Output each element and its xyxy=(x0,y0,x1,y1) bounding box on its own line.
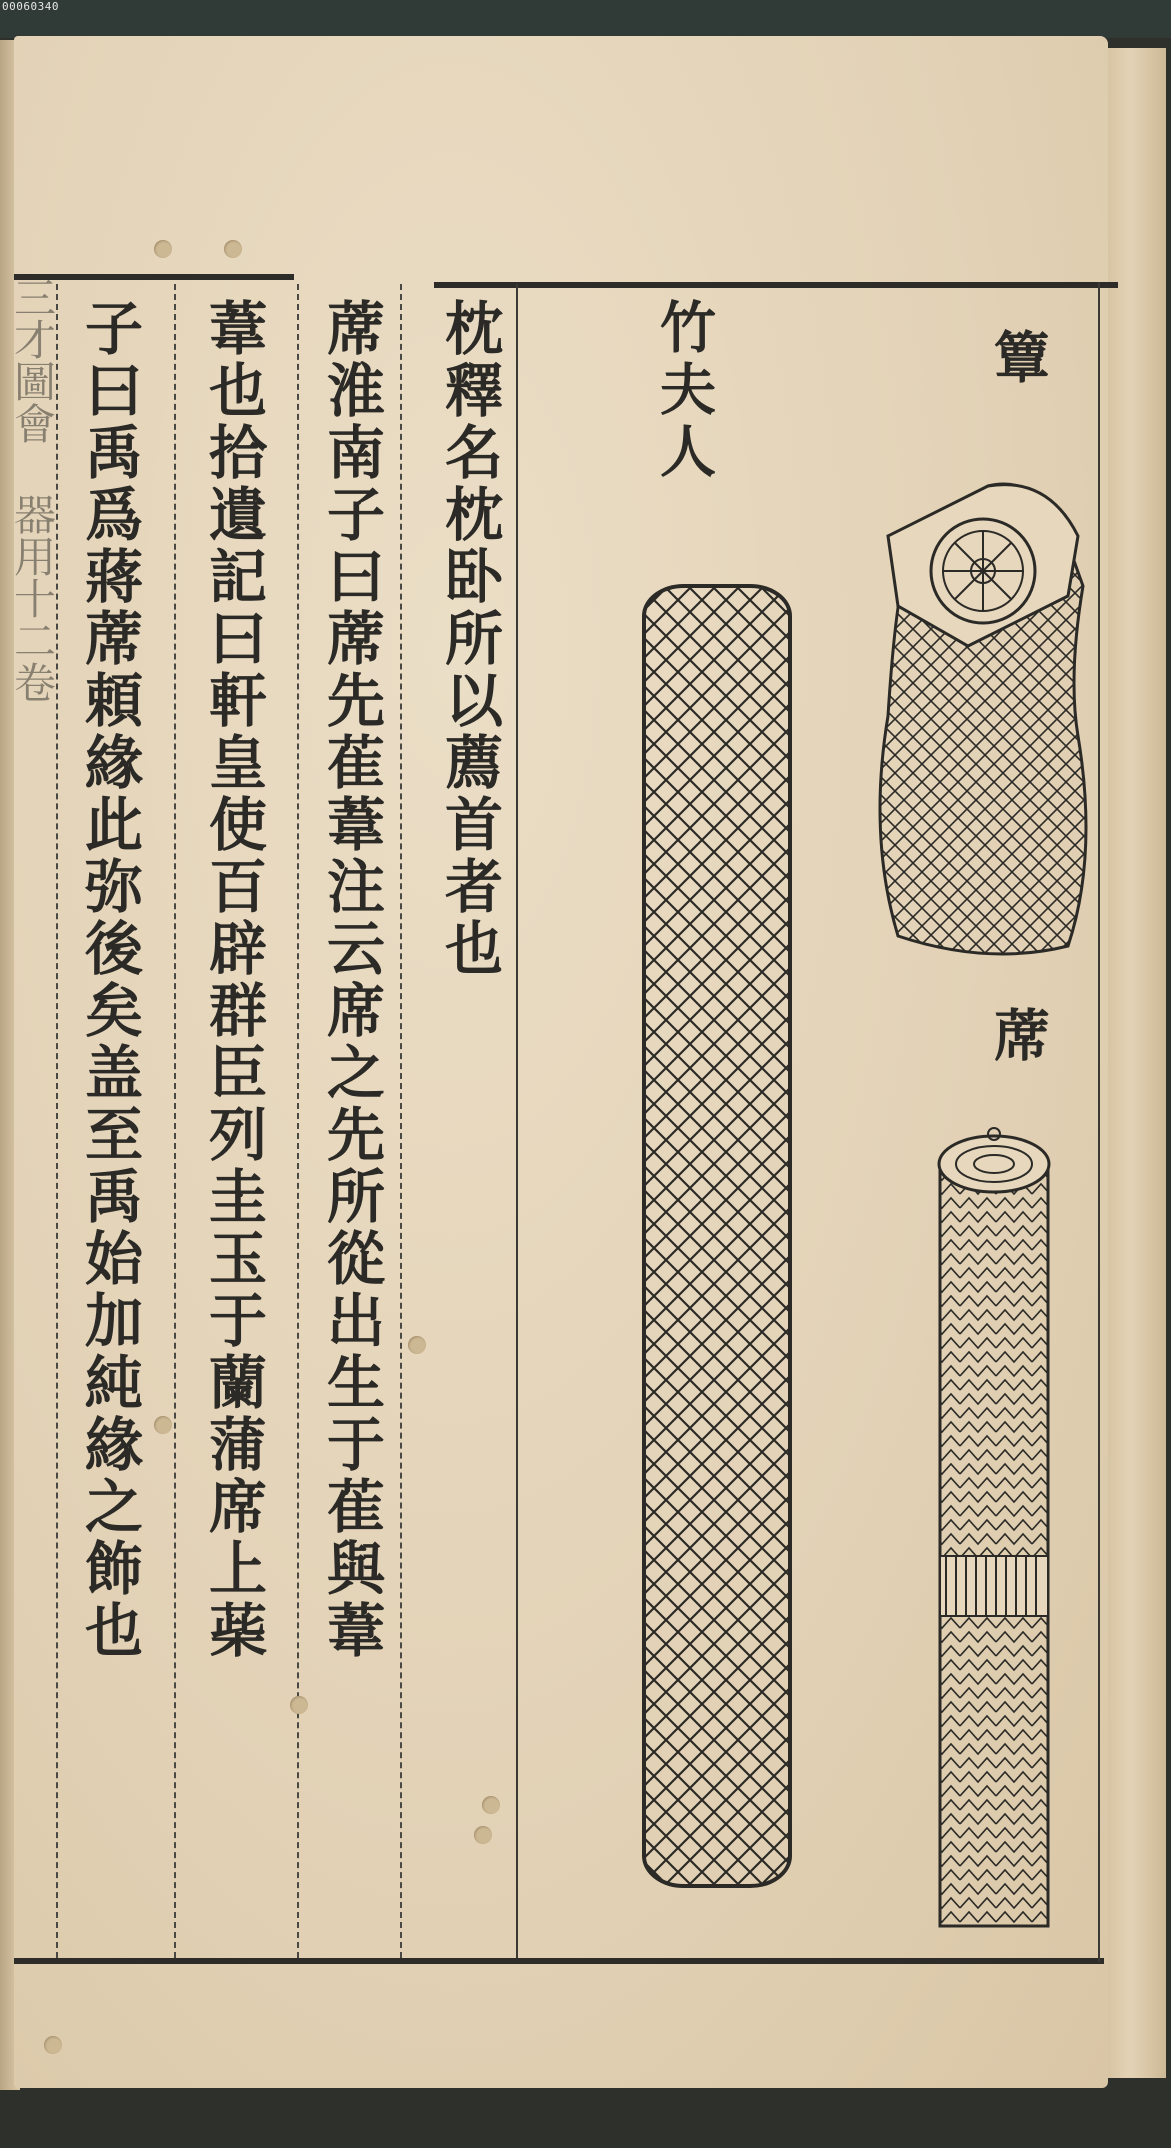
label-mat: 蓆 xyxy=(985,1006,1051,1068)
label-bamboo-wife: 竹夫人 xyxy=(651,298,717,484)
label-pillow: 簟 xyxy=(985,328,1051,390)
frame-bottom-rule xyxy=(14,1958,1104,1964)
text-column-4: 子曰禹爲蔣蓆頼緣此弥後矣盖至禹始加純緣之飾也 xyxy=(75,298,143,1662)
worm-hole xyxy=(290,1696,308,1714)
frame-label: 00060340 xyxy=(2,0,59,13)
worm-hole xyxy=(408,1336,426,1354)
text-column-3: 葦也拾遺記曰軒皇使百辟群臣列圭玉于蘭蒲席上䓱 xyxy=(199,298,267,1662)
column-rule xyxy=(400,284,402,1958)
worm-hole xyxy=(474,1826,492,1844)
page-edge-right xyxy=(1106,48,1166,2078)
column-rule xyxy=(174,284,176,1958)
rolled-mat-illustration xyxy=(924,1126,1054,1936)
frame-right-rule xyxy=(1098,282,1100,1962)
frame-top-rule-right xyxy=(434,282,1118,288)
column-rule xyxy=(516,284,518,1958)
bamboo-wife-illustration xyxy=(630,576,800,1906)
book-page xyxy=(8,36,1108,2088)
worm-hole xyxy=(482,1796,500,1814)
worm-hole xyxy=(154,240,172,258)
text-column-1: 枕釋名枕卧所以薦首者也 xyxy=(435,298,503,980)
top-bar xyxy=(0,0,1171,38)
worm-hole xyxy=(224,240,242,258)
pillow-illustration xyxy=(868,476,1098,976)
worm-hole xyxy=(154,1416,172,1434)
margin-text: 三才圖會 器用十二卷 xyxy=(8,276,57,703)
worm-hole xyxy=(44,2036,62,2054)
text-column-2: 蓆淮南子曰蓆先萑葦注云席之先所從出生于萑與葦 xyxy=(317,298,385,1662)
